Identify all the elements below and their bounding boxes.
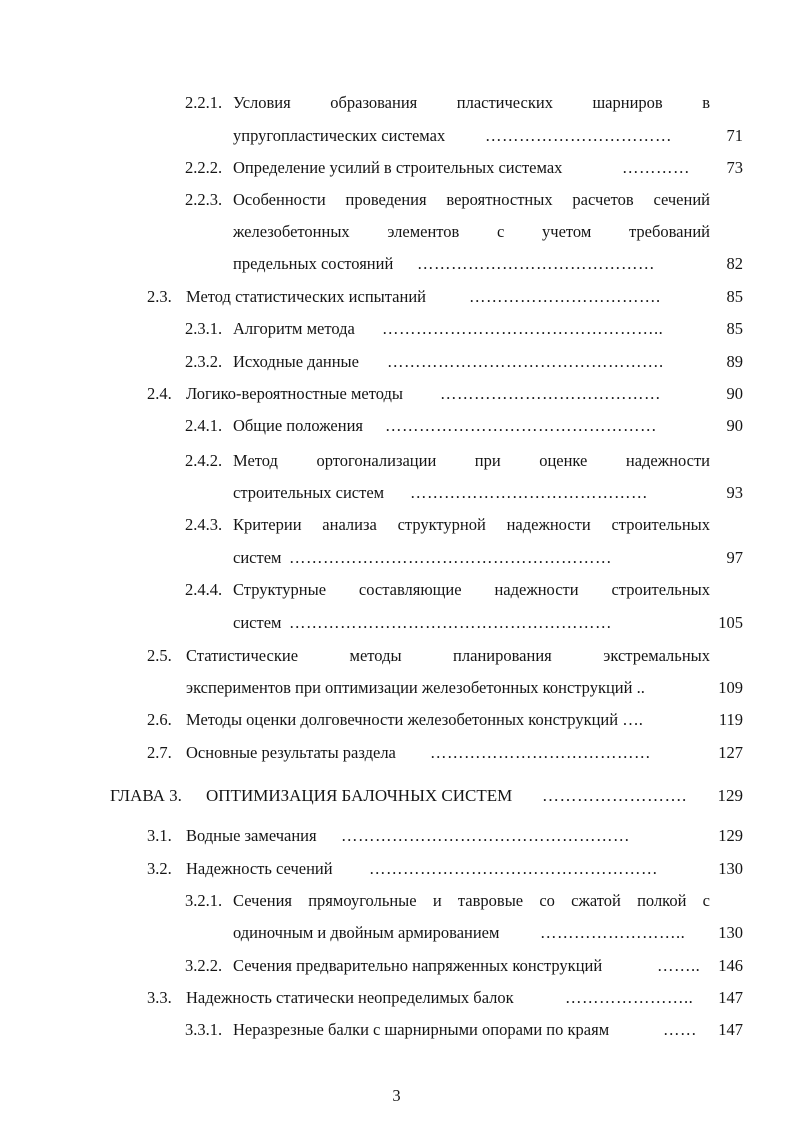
toc-number: 2.2.3. [185,190,223,209]
toc-entry-2-2-3-cont2 [233,254,743,274]
toc-title: Методы оценки долговечности железобетонных конструкций …. [186,710,643,729]
toc-title: Определение усилий в строительных системах [233,158,563,177]
toc-title: Надежность статически неопределимых балок [186,988,514,1007]
toc-entry-2-2-3-cont1 [233,222,710,242]
toc-title: Логико-вероятностные методы [186,384,403,403]
toc-title: Сечения предварительно напряженных конструкций [233,956,603,975]
toc-entry-2-4-3-cont [233,548,743,568]
toc-number: 3.2.2. [185,956,223,975]
toc-entry-3-2 [147,859,743,879]
toc-page: 93 [726,483,743,502]
toc-page: 130 [718,859,743,878]
toc-leader-dots: ………………………………… [430,743,651,762]
toc-entry-2-6 [147,710,743,730]
toc-number: 2.5. [147,646,172,665]
toc-page: 119 [718,710,743,729]
toc-page: 109 [718,678,743,697]
toc-leader-dots: ………… [622,158,690,177]
toc-page: 85 [726,319,743,338]
toc-page: 85 [726,287,743,306]
toc-entry-2-3-1 [185,319,743,339]
toc-page: 90 [726,416,743,435]
toc-number: 2.3. [147,287,172,306]
toc-title: Надежность сечений [186,859,333,878]
toc-chapter-3 [110,786,743,806]
toc-number: 2.6. [147,710,172,729]
toc-title: предельных состояний [233,254,394,273]
toc-entry-2-2-1 [185,93,710,113]
toc-title: Условия образования пластических шарниров в [233,93,710,112]
toc-entry-2-3-2 [185,352,743,372]
toc-leader-dots: …… [663,1020,697,1039]
toc-leader-dots: …………………………………… [410,483,648,502]
toc-page: 97 [726,548,743,567]
toc-title: Особенности проведения вероятностных расчетов сечений [233,190,710,209]
toc-title: Сечения прямоугольные и тавровые со сжатой полкой с [233,891,710,910]
toc-entry-2-3 [147,287,743,307]
toc-title: систем [233,548,282,567]
toc-number: 2.4.2. [185,451,223,470]
toc-page: 89 [726,352,743,371]
toc-leader-dots: …………………………………… [417,254,655,273]
toc-title: Критерии анализа структурной надежности строительных [233,515,710,534]
toc-entry-2-4-1 [185,416,743,436]
toc-leader-dots: …………………………………………… [369,859,658,878]
toc-number: 2.4. [147,384,172,403]
toc-entry-3-2-1 [185,891,710,911]
toc-page: 73 [726,158,743,177]
toc-leader-dots: ………………………………………….. [382,319,664,338]
toc-entry-2-4 [147,384,743,404]
toc-chapter-number: ГЛАВА 3. [110,786,182,805]
toc-entry-3-2-2 [185,956,743,976]
page-number: 3 [392,1086,401,1105]
toc-title: упругопластических системах [233,126,446,145]
toc-page: 146 [718,956,743,975]
toc-entry-2-4-2 [185,451,710,471]
toc-title: Алгоритм метода [233,319,355,338]
toc-entry-2-4-3 [185,515,710,535]
toc-title: Водные замечания [186,826,317,845]
toc-page: 147 [718,1020,743,1039]
toc-page: 71 [726,126,743,145]
toc-title: строительных систем [233,483,385,502]
toc-title: Метод статистических испытаний [186,287,426,306]
toc-title: систем [233,613,282,632]
toc-page: 129 [718,826,743,845]
toc-leader-dots: …………………………… [485,126,672,145]
toc-entry-2-2-1-cont [233,126,743,146]
toc-leader-dots: ……………………………. [469,287,661,306]
toc-leader-dots: ………………….. [565,988,694,1007]
toc-entry-3-2-1-cont [233,923,743,943]
toc-leader-dots: …………………………………………. [387,352,664,371]
toc-number: 2.4.1. [185,416,223,435]
toc-chapter-title: ОПТИМИЗАЦИЯ БАЛОЧНЫХ СИСТЕМ [206,786,513,805]
toc-entry-2-5 [147,646,710,666]
toc-number: 3.2. [147,859,172,878]
toc-page: 90 [726,384,743,403]
toc-number: 2.7. [147,743,172,762]
toc-leader-dots: ………………………………………………… [289,548,612,567]
toc-leader-dots: …………………….. [540,923,686,942]
toc-entry-2-7 [147,743,743,763]
toc-entry-3-1 [147,826,743,846]
toc-entry-3-3 [147,988,743,1008]
toc-number: 3.1. [147,826,172,845]
toc-page: 105 [718,613,743,632]
toc-entry-2-4-4 [185,580,710,600]
toc-title: одиночным и двойным армированием [233,923,500,942]
toc-leader-dots: ………………………………… [440,384,661,403]
toc-title: Метод ортогонализации при оценке надежности [233,451,710,470]
toc-leader-dots: ………………………………………… [385,416,657,435]
toc-entry-2-4-4-cont [233,613,743,633]
toc-title: Статистические методы планирования экстремальных [186,646,710,665]
toc-number: 2.3.2. [185,352,223,371]
toc-leader-dots: …………………………………………… [341,826,630,845]
toc-page: 147 [718,988,743,1007]
toc-number: 3.2.1. [185,891,223,910]
toc-leader-dots: …….. [657,956,701,975]
toc-number: 2.4.3. [185,515,223,534]
toc-title: экспериментов при оптимизации железобетонных конструкций .. [186,678,645,697]
toc-leader-dots: ……………………. [542,786,687,805]
toc-number: 2.2.2. [185,158,223,177]
toc-number: 2.4.4. [185,580,223,599]
toc-entry-3-3-1 [185,1020,743,1040]
toc-number: 3.3.1. [185,1020,223,1039]
toc-number: 2.3.1. [185,319,223,338]
toc-entry-2-5-cont [186,678,743,698]
toc-page: 127 [718,743,743,762]
toc-title: Общие положения [233,416,363,435]
toc-title: Исходные данные [233,352,359,371]
toc-number: 2.2.1. [185,93,223,112]
toc-entry-2-2-3 [185,190,710,210]
toc-entry-2-4-2-cont [233,483,743,503]
toc-title: железобетонных элементов с учетом требований [233,222,710,241]
toc-page: 130 [718,923,743,942]
toc-title: Неразрезные балки с шарнирными опорами по краям [233,1020,610,1039]
toc-number: 3.3. [147,988,172,1007]
toc-title: Основные результаты раздела [186,743,396,762]
toc-page: 82 [726,254,743,273]
toc-page: 129 [717,786,743,805]
toc-entry-2-2-2 [185,158,743,178]
toc-leader-dots: ………………………………………………… [289,613,612,632]
toc-title: Структурные составляющие надежности строительных [233,580,710,599]
